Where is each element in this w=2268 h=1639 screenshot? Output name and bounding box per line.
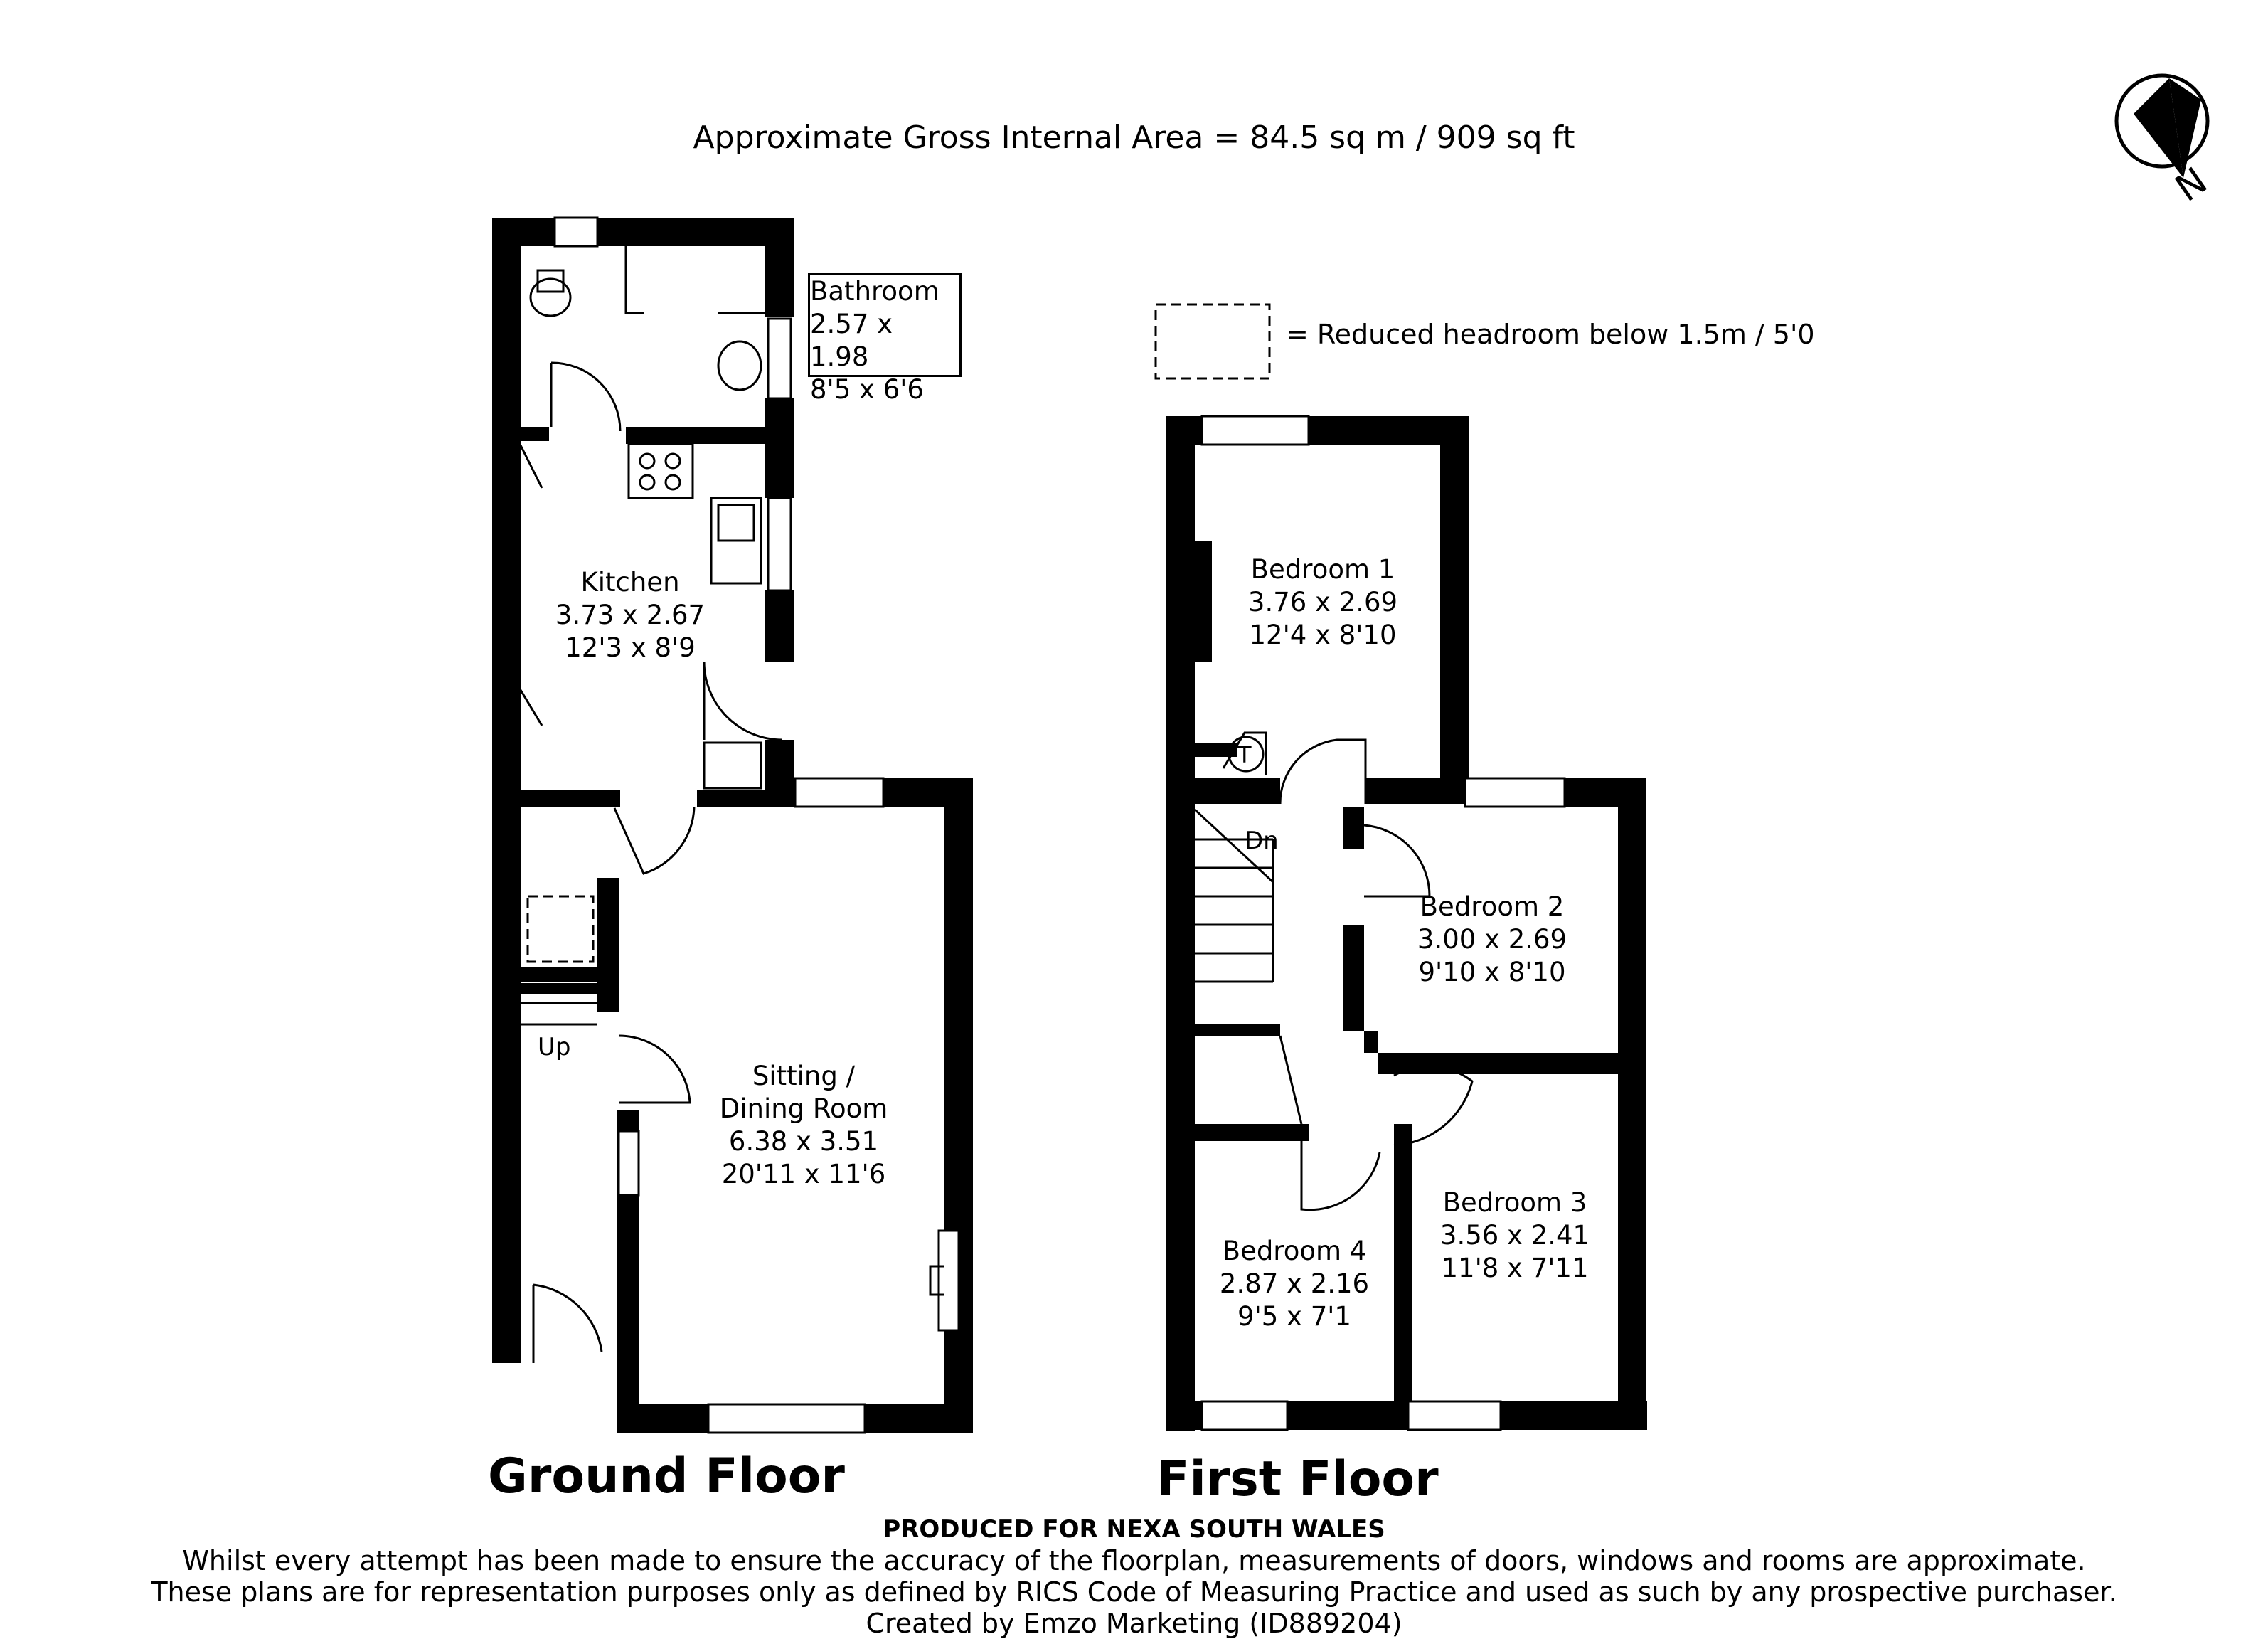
bathroom-metric: 2.57 x 1.98 (810, 309, 893, 372)
sitting-name-1: Sitting / (752, 1061, 856, 1091)
compass-north-label: N (2168, 159, 2215, 211)
ground-floor-title: Ground Floor (488, 1448, 845, 1505)
sitting-dining-label (711, 1060, 896, 1191)
bedroom4-label (1209, 1235, 1380, 1333)
credit-line: Created by Emzo Marketing (ID889204) (866, 1608, 1402, 1639)
sitting-imperial: 20'11 x 11'6 (721, 1159, 886, 1189)
first-floor-title: First Floor (1156, 1451, 1439, 1507)
bedroom1-name: Bedroom 1 (1250, 554, 1395, 585)
sitting-name-2: Dining Room (719, 1093, 888, 1124)
stairs-down-label: Dn (1245, 827, 1279, 855)
bedroom4-imperial: 9'5 x 7'1 (1237, 1301, 1351, 1332)
bedroom3-label (1430, 1187, 1600, 1285)
legend-text: = Reduced headroom below 1.5m / 5'0 (1286, 319, 1815, 350)
bathroom-name: Bathroom (810, 276, 939, 307)
kitchen-imperial: 12'3 x 8'9 (565, 632, 696, 663)
bedroom1-metric: 3.76 x 2.69 (1247, 587, 1398, 617)
bedroom2-label (1407, 891, 1577, 989)
bedroom2-imperial: 9'10 x 8'10 (1418, 957, 1566, 987)
bedroom2-name: Bedroom 2 (1420, 891, 1565, 922)
sitting-metric: 6.38 x 3.51 (728, 1126, 879, 1157)
legend-dashed-box (1156, 304, 1269, 378)
kitchen-metric: 3.73 x 2.67 (555, 600, 706, 630)
bathroom-imperial: 8'5 x 6'6 (810, 374, 924, 405)
bedroom3-metric: 3.56 x 2.41 (1439, 1220, 1590, 1251)
kitchen-name: Kitchen (580, 567, 680, 598)
gross-internal-area: Approximate Gross Internal Area = 84.5 sq m / 909 sq ft (693, 120, 1575, 156)
bedroom2-metric: 3.00 x 2.69 (1417, 924, 1567, 955)
bedroom1-imperial: 12'4 x 8'10 (1249, 620, 1397, 650)
bedroom3-name: Bedroom 3 (1442, 1187, 1587, 1218)
bedroom3-imperial: 11'8 x 7'11 (1441, 1253, 1589, 1283)
bedroom4-name: Bedroom 4 (1222, 1236, 1367, 1266)
disclaimer-line-1: Whilst every attempt has been made to ensure the accuracy of the floorplan, measurements of doors, windows and rooms are approximate. (182, 1545, 2086, 1576)
bathroom-label (808, 273, 962, 405)
tank-label: T (1237, 741, 1252, 768)
bedroom4-metric: 2.87 x 2.16 (1219, 1268, 1370, 1299)
stairs-up-label: Up (538, 1033, 571, 1061)
bedroom1-label (1237, 553, 1408, 652)
disclaimer-line-2: These plans are for representation purposes only as defined by RICS Code of Measuring Practice and used as such by any prospective purchaser. (151, 1576, 2117, 1608)
produced-for: PRODUCED FOR NEXA SOUTH WALES (883, 1515, 1385, 1544)
kitchen-label (552, 566, 708, 664)
